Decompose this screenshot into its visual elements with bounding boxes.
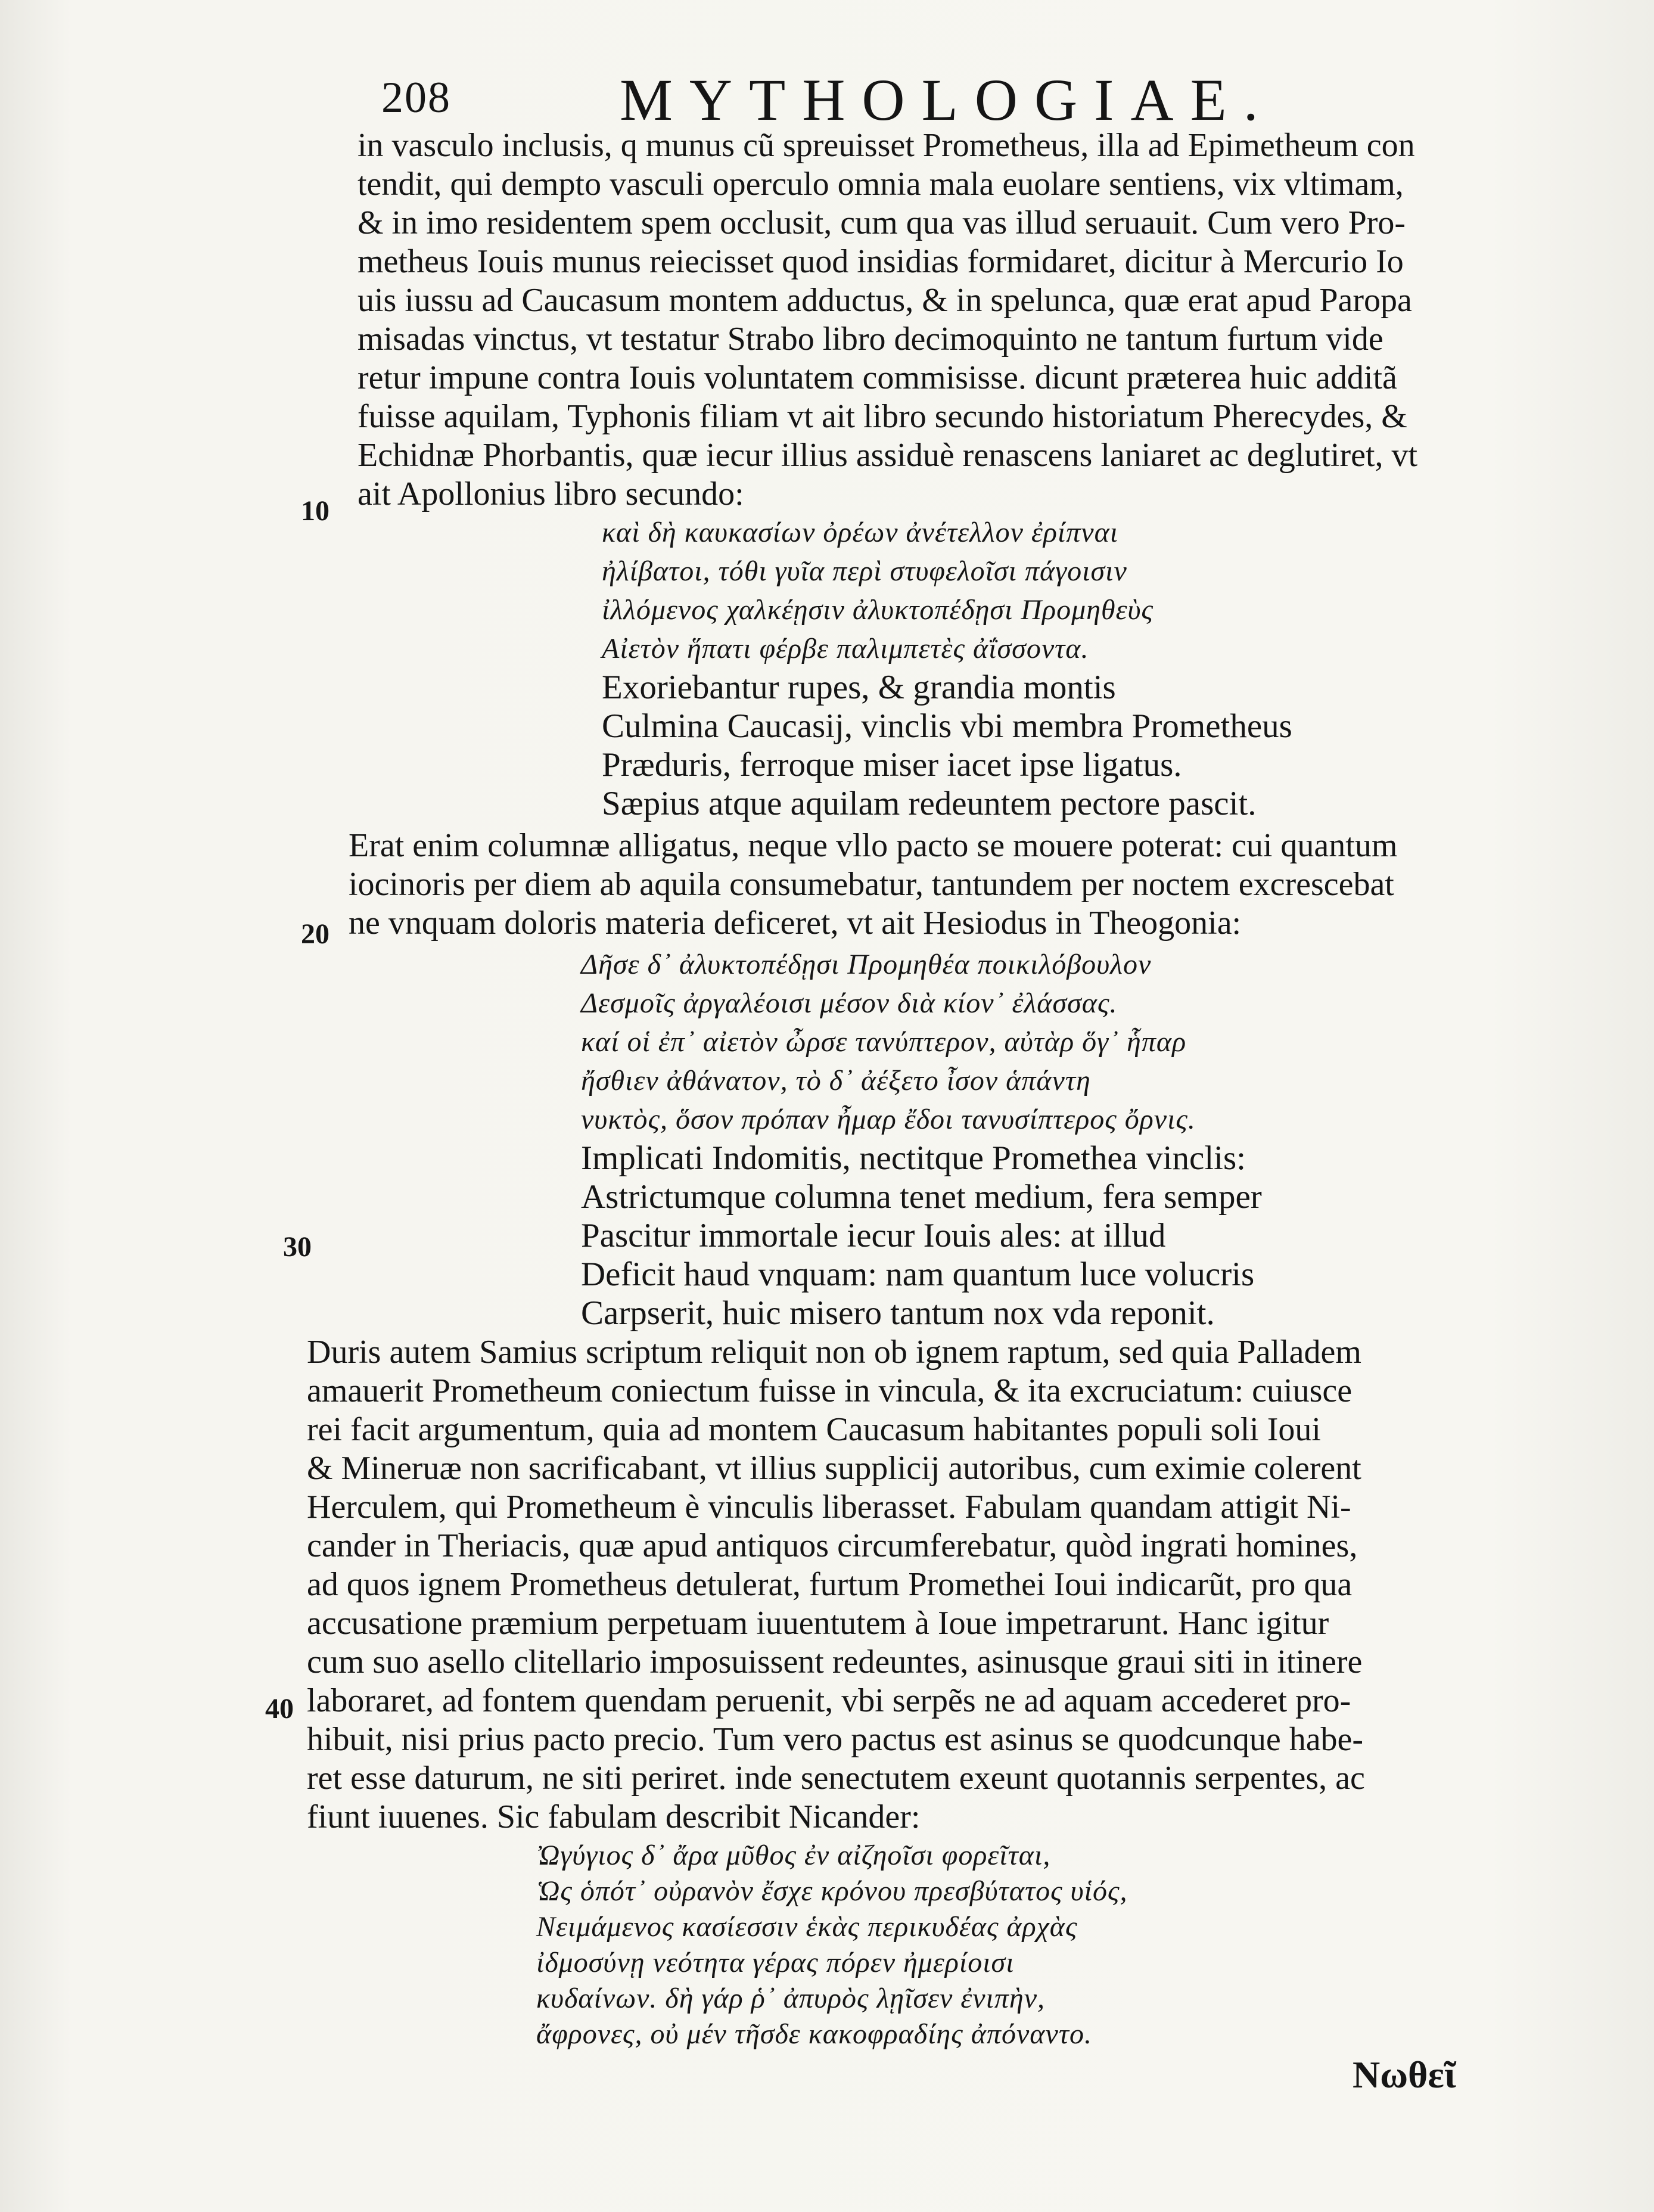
greek-verse-line: Νειμάμενος κασίεσσιν ἑκὰς περικυδέας ἀρχὰς (536, 1911, 1078, 1943)
latin-verse-line: Astrictumque columna tenet medium, fera semper (581, 1178, 1262, 1216)
text-line: cander in Theriacis, quæ apud antiquos circumferebatur, quòd ingrati homines, (307, 1527, 1358, 1564)
text-line: fuisse aquilam, Typhonis filiam vt ait libro secundo historiatum Pherecydes, & (357, 398, 1407, 435)
text-line: hibuit, nisi prius pacto precio. Tum vero pactus est asinus se quodcunque habe- (307, 1721, 1364, 1758)
text-line: iocinoris per diem ab aquila consumebatur, tantundem per noctem excrescebat (349, 866, 1394, 903)
text-line: Duris autem Samius scriptum reliquit non ob ignem raptum, sed quia Palladem (307, 1334, 1361, 1371)
greek-verse-line: Δεσμοῖς ἀργαλέοισι μέσον διὰ κίον᾽ ἐλάσσας. (581, 987, 1118, 1019)
greek-verse-line: ἠλίβατοι, τόθι γυῖα περὶ στυφελοῖσι πάγοισιν (602, 555, 1127, 587)
greek-verse-line: ἰδμοσύνῃ νεότητα γέρας πόρεν ἠμερίοισι (536, 1947, 1015, 1978)
running-title: MYTHOLOGIAE. (620, 67, 1275, 133)
greek-verse-line: Δῆσε δ᾽ ἀλυκτοπέδῃσι Προμηθέα ποικιλόβουλον (581, 949, 1152, 980)
text-line: ret esse daturum, ne siti periret. inde senectutem exeunt quotannis serpentes, ac (307, 1760, 1365, 1797)
latin-verse-line: Deficit haud vnquam: nam quantum luce volucris (581, 1256, 1255, 1293)
greek-verse-line: καὶ δὴ καυκασίων ὀρέων ἀνέτελλον ἐρίπναι (602, 517, 1119, 548)
greek-verse-line: Ὠγύγιος δ᾽ ἄρα μῦθος ἐν αἰζηοῖσι φορεῖται, (536, 1840, 1051, 1871)
line-number: 20 (301, 918, 329, 950)
latin-verse-line: Implicati Indomitis, nectitque Promethea vinclis: (581, 1139, 1246, 1177)
text-line: ne vnquam doloris materia deficeret, vt ait Hesiodus in Theogonia: (349, 905, 1242, 942)
text-line: cum suo asello clitellario imposuissent redeuntes, asinusque graui siti in itinere (307, 1644, 1363, 1680)
text-line: Erat enim columnæ alligatus, neque vllo pacto se mouere poterat: cui quantum (349, 827, 1398, 864)
text-line: amauerit Prometheum coniectum fuisse in vincula, & ita excruciatum: cuiusce (307, 1372, 1353, 1409)
latin-verse-line: Præduris, ferroque miser iacet ipse ligatus. (602, 746, 1182, 784)
text-line: & in imo residentem spem occlusit, cum qua vas illud seruauit. Cum vero Pro- (357, 204, 1406, 241)
greek-verse-line: ἤσθιεν ἀθάνατον, τὸ δ᾽ ἀέξετο ἶσον ἁπάντη (581, 1065, 1091, 1096)
text-line: tendit, qui dempto vasculi operculo omnia mala euolare sentiens, vix vltimam, (357, 166, 1404, 203)
text-line: rei facit argumentum, quia ad montem Caucasum habitantes populi soli Ioui (307, 1411, 1321, 1448)
greek-verse-line: νυκτὸς, ὅσον πρόπαν ἦμαρ ἔδοι τανυσίπτερος ὄρνις. (581, 1104, 1196, 1135)
text-line: Herculem, qui Prometheum è vinculis liberasset. Fabulam quandam attigit Ni- (307, 1489, 1351, 1526)
greek-verse-line: κυδαίνων. δὴ γάρ ῥ᾽ ἀπυρὸς λῃῖσεν ἐνιπὴν, (536, 1983, 1046, 2014)
page-number: 208 (381, 73, 451, 122)
greek-verse-line: Αἰετὸν ἥπατι φέρβε παλιμπετὲς ἀΐσσοντα. (602, 633, 1089, 664)
text-line: retur impune contra Iouis voluntatem commisisse. dicunt præterea huic additã (357, 359, 1397, 396)
greek-verse-line: καί οἱ ἐπ᾽ αἰετὸν ὦρσε τανύπτερον, αὐτὰρ ὅγ᾽ ἧπαρ (581, 1026, 1187, 1058)
greek-verse-line: ἄφρονες, οὐ μέν τῆσδε κακοφραδίης ἀπόναντο. (536, 2018, 1092, 2050)
text-line: accusatione præmium perpetuam iuuentutem à Ioue impetrarunt. Hanc igitur (307, 1605, 1329, 1642)
catchword: Νωθεῖ (1353, 2053, 1456, 2096)
latin-verse-line: Culmina Caucasij, vinclis vbi membra Prometheus (602, 707, 1292, 745)
text-line: Echidnæ Phorbantis, quæ iecur illius assiduè renascens laniaret ac deglutiret, vt (357, 437, 1418, 474)
latin-verse-line: Carpserit, huic misero tantum nox vda reponit. (581, 1294, 1215, 1332)
line-number: 40 (265, 1693, 294, 1725)
text-line: laboraret, ad fontem quendam peruenit, vbi serpẽs ne ad aquam accederet pro- (307, 1682, 1351, 1719)
text-line: & Mineruæ non sacrificabant, vt illius supplicij autoribus, cum eximie colerent (307, 1450, 1361, 1487)
latin-verse-line: Exoriebantur rupes, & grandia montis (602, 669, 1116, 706)
latin-verse-line: Sæpius atque aquilam redeuntem pectore pascit. (602, 785, 1257, 822)
text-line: in vasculo inclusis, q munus cũ spreuisset Prometheus, illa ad Epimetheum con (357, 127, 1415, 164)
greek-verse-line: Ὡς ὁπότ᾽ οὐρανὸν ἔσχε κρόνου πρεσβύτατος υἱός, (536, 1875, 1128, 1907)
text-line: fiunt iuuenes. Sic fabulam describit Nicander: (307, 1798, 921, 1835)
text-line: uis iussu ad Caucasum montem adductus, & in spelunca, quæ erat apud Paropa (357, 282, 1412, 319)
text-line: metheus Iouis munus reiecisset quod insidias formidaret, dicitur à Mercurio Io (357, 243, 1404, 280)
line-number: 10 (301, 495, 329, 527)
text-line: misadas vinctus, vt testatur Strabo libro decimoquinto ne tantum furtum vide (357, 321, 1383, 358)
text-line: ad quos ignem Prometheus detulerat, furtum Promethei Ioui indicarũt, pro qua (307, 1566, 1353, 1603)
greek-verse-line: ἰλλόμενος χαλκέῃσιν ἀλυκτοπέδῃσι Προμηθεὺς (602, 594, 1154, 626)
latin-verse-line: Pascitur immortale iecur Iouis ales: at illud (581, 1217, 1166, 1254)
line-number: 30 (283, 1231, 312, 1263)
text-line: ait Apollonius libro secundo: (357, 476, 744, 512)
page-header (369, 66, 1406, 131)
